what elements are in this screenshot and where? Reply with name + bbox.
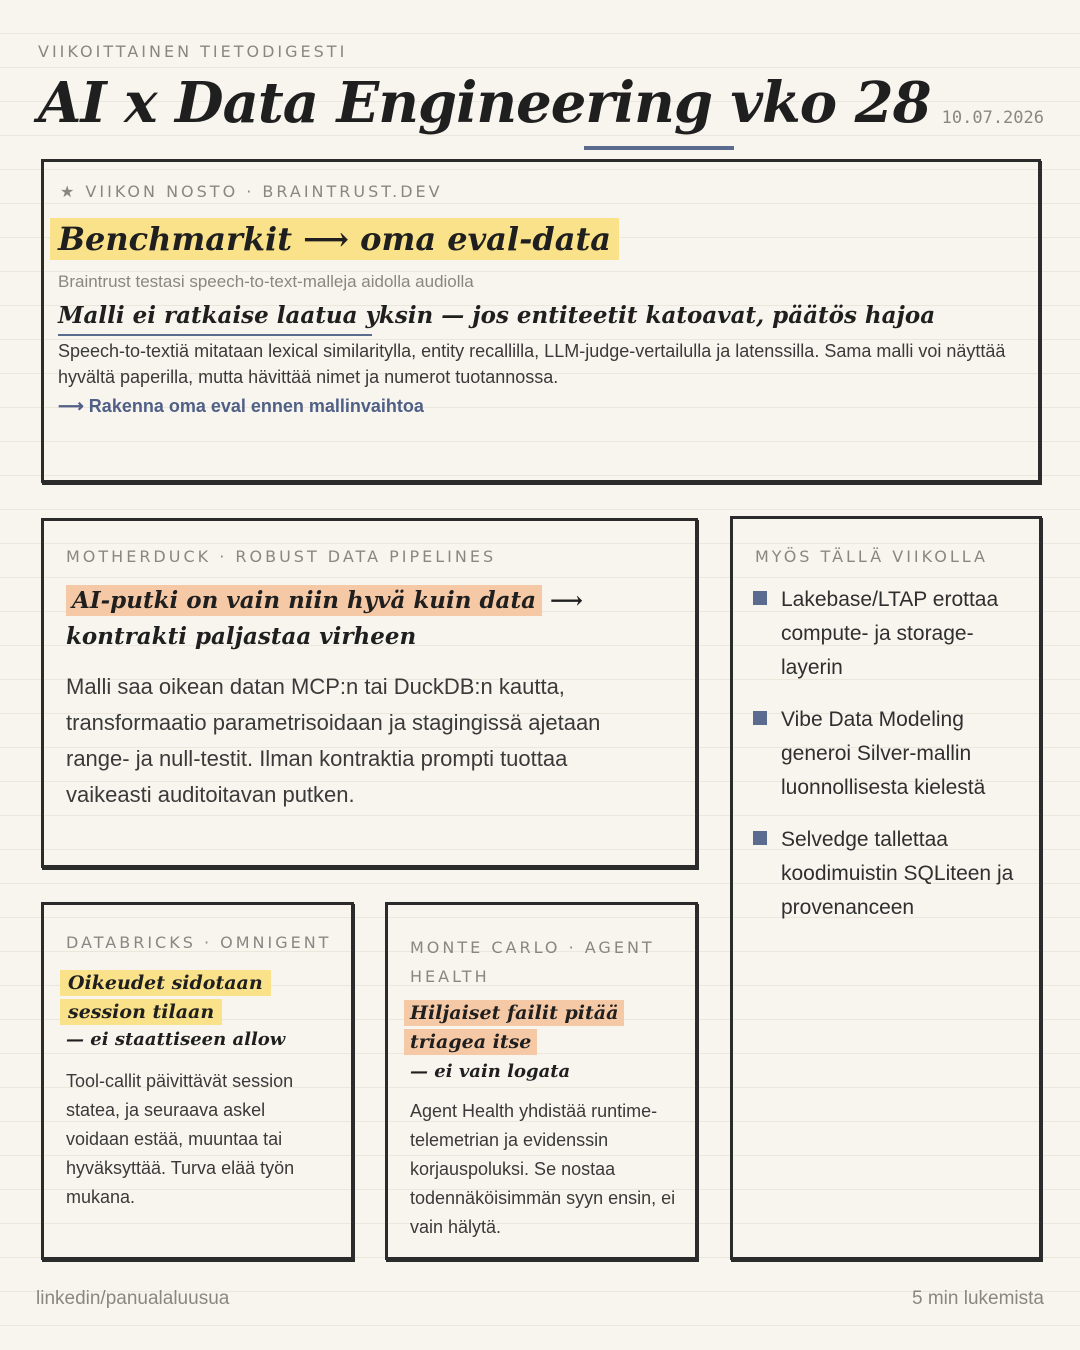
sidebar-item <box>753 703 1015 805</box>
montecarlo-headline <box>404 999 684 1057</box>
page-kicker: VIIKOITTAINEN TIETODIGESTI <box>38 42 348 61</box>
featured-subline: Braintrust testasi speech-to-text-malleja aidolla audiolla <box>58 272 474 291</box>
title-underline <box>584 146 734 150</box>
featured-kicker: ★ VIIKON NOSTO · BRAINTRUST.DEV <box>60 182 443 201</box>
databricks-card <box>41 902 354 1260</box>
montecarlo-headline-highlight: Hiljaiset failit pitää triagea itse <box>404 1000 624 1055</box>
sidebar-list <box>753 583 1015 943</box>
databricks-headline <box>60 969 340 1027</box>
motherduck-kicker: MOTHERDUCK · ROBUST DATA PIPELINES <box>66 547 497 566</box>
sidebar-item-label: Lakebase/LTAP erottaa compute- ja storage-layerin <box>781 588 999 679</box>
sidebar-kicker: MYÖS TÄLLÄ VIIKOLLA <box>755 547 988 566</box>
featured-claim: Malli ei ratkaise laatua yksin — jos entiteetit katoavat, päätös hajoa <box>58 302 936 329</box>
databricks-headline-rest: — ei staattiseen allow <box>66 1029 286 1050</box>
bullet-square-icon <box>753 831 767 845</box>
motherduck-headline-rest: ⟶ kontrakti paljastaa virheen <box>66 587 583 650</box>
motherduck-card <box>41 518 698 868</box>
sidebar-item-label: Vibe Data Modeling generoi Silver-mallin luonnollisesta kielestä <box>781 708 986 799</box>
motherduck-headline <box>66 583 666 655</box>
motherduck-body: Malli saa oikean datan MCP:n tai DuckDB:n kautta, transformaatio parametrisoidaan ja stagingissä ajetaan range- ja null-testit. Ilman kontraktia prompti tuottaa vaikeasti auditoitavan putken. <box>66 674 601 807</box>
databricks-headline-highlight: Oikeudet sidotaan session tilaan <box>60 970 271 1025</box>
featured-headline <box>50 220 619 258</box>
page-title: AI x Data Engineering vko 28 <box>38 70 931 136</box>
reading-time: 5 min lukemista <box>912 1288 1044 1309</box>
sidebar-item <box>753 823 1015 925</box>
bullet-square-icon <box>753 711 767 725</box>
issue-date: 10.07.2026 <box>941 108 1044 128</box>
montecarlo-body: Agent Health yhdistää runtime-telemetrian ja evidenssin korjauspoluksi. Se nostaa todennäköisimmän syyn ensin, ei vain hälytä. <box>410 1101 676 1237</box>
claim-underline <box>58 334 372 336</box>
montecarlo-kicker: MONTE CARLO · AGENT HEALTH <box>410 938 655 986</box>
linkedin-link[interactable]: linkedin/panualaluusua <box>36 1288 230 1309</box>
featured-cta-link[interactable]: ⟶ Rakenna oma eval ennen mallinvaihtoa <box>58 396 424 416</box>
databricks-kicker: DATABRICKS · OMNIGENT <box>66 933 332 952</box>
sidebar-item-label: Selvedge tallettaa koodimuistin SQLiteen ja provenanceen <box>781 828 1014 919</box>
featured-body: Speech-to-textiä mitataan lexical similaritylla, entity recallilla, LLM-judge-vertailulla ja latenssilla. Sama malli voi näyttää hyvältä paperilla, mutta hävittää nimet ja numerot tuotannossa. <box>58 341 1006 387</box>
databricks-body: Tool-callit päivittävät session statea, ja seuraava askel voidaan estää, muuntaa tai hyväksyttää. Turva elää työn mukana. <box>66 1071 295 1207</box>
sidebar-item <box>753 583 1015 685</box>
featured-card <box>41 159 1041 483</box>
montecarlo-card <box>385 902 698 1260</box>
featured-headline-text: Benchmarkit ⟶ oma eval-data <box>50 218 619 260</box>
montecarlo-headline-rest: — ei vain logata <box>410 1061 571 1082</box>
sidebar-card <box>730 516 1042 1260</box>
bullet-square-icon <box>753 591 767 605</box>
motherduck-headline-highlight: AI-putki on vain niin hyvä kuin data <box>66 585 542 616</box>
